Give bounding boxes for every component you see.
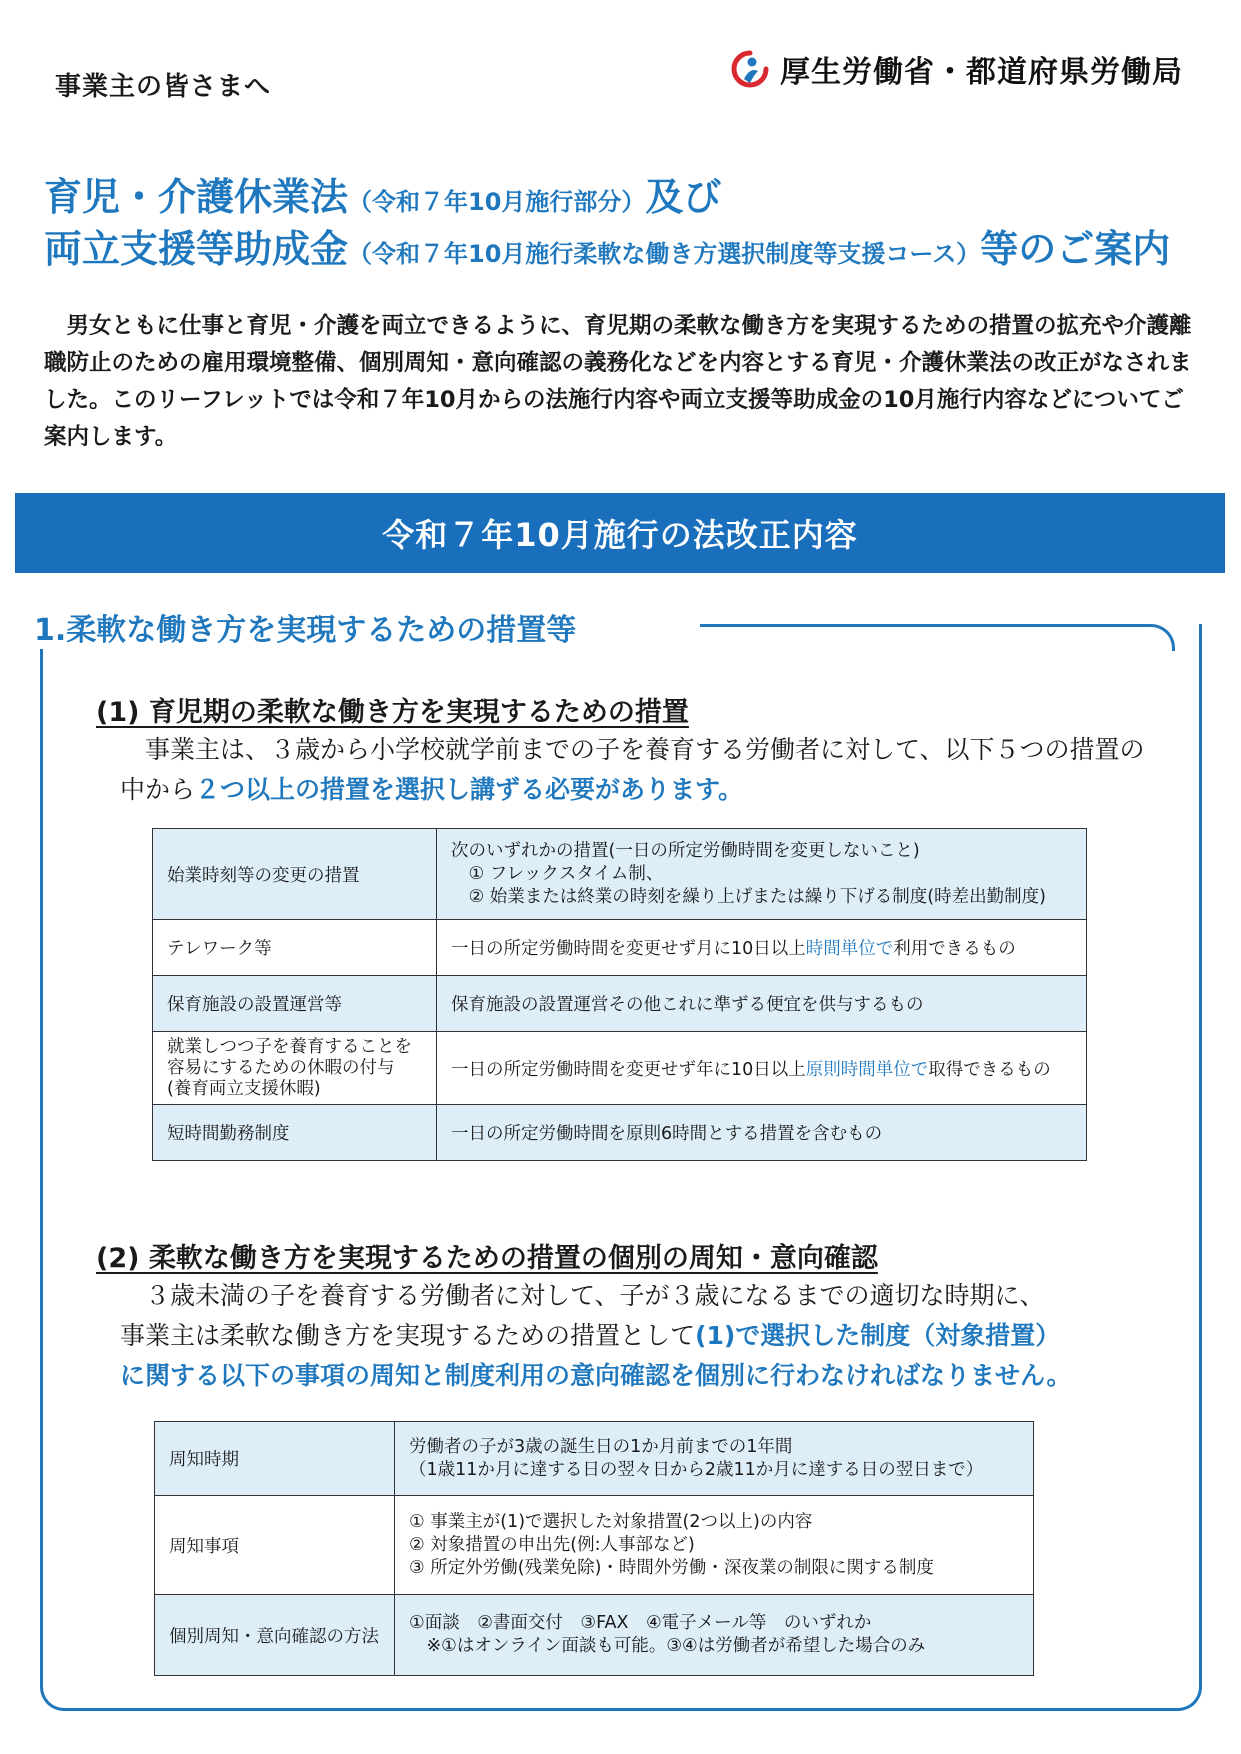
ministry-header [730,46,1183,92]
section-frame-top [700,624,1175,651]
sub2-text-line1: ３歳未満の子を養育する労働者に対して、子が３歳になるまでの適切な時期に、 [120,1281,1045,1310]
measure-label: 始業時刻等の変更の措置 [153,829,437,920]
table-row [153,920,1087,976]
sub1-text-plain: 事業主は、３歳から小学校就学前までの子を養育する労働者に対して、以下５つの措置の中から [120,735,1145,804]
table-row [153,829,1087,920]
document-title-line2 [44,218,1170,273]
table-row [153,976,1087,1032]
measure-label: 保育施設の設置運営等 [153,976,437,1032]
table-row [153,1032,1087,1105]
section1-title: 1.柔軟な働き方を実現するための措置等 [30,605,588,649]
notice-label: 個別周知・意向確認の方法 [155,1595,395,1676]
measure-label: 就業しつつ子を養育することを 容易にするための休暇の付与 (養育両立支援休暇) [153,1032,437,1105]
sub2-text-highlight: (1)で選択した制度（対象措置） [695,1321,1061,1350]
section-banner [15,493,1225,573]
notice-content: ① 事業主が(1)で選択した対象措置(2つ以上)の内容 ② 対象措置の申出先(例:人事部など) ③ 所定外労働(残業免除)・時間外労働・深夜業の制限に関する制度 [395,1496,1034,1595]
table-row [155,1595,1034,1676]
table-row [155,1422,1034,1496]
measure-content: 次のいずれかの措置(一日の所定労働時間を変更しないこと) ① フレックスタイム制、 ② 始業または終業の時刻を繰り上げまたは繰り下げる制度(時差出勤制度) [437,829,1087,920]
notice-label: 周知時期 [155,1422,395,1496]
intro-paragraph: 男女ともに仕事と育児・介護を両立できるように、育児期の柔軟な働き方を実現するための措置の拡充や介護離職防止のための雇用環境整備、個別周知・意向確認の義務化などを内容とする育児・介護休業法の改正がなされました。このリーフレットでは令和７年10月からの法施行内容や両立支援等助成金の10月施行内容などについてご案内します。 [44,313,1192,450]
title-paren-1: （令和７年10月施行部分） [348,188,646,216]
mhlw-logo-icon [730,49,770,89]
content-pre: 一日の所定労働時間を変更せず年に10日以上 [451,1059,806,1080]
sub2-text-line2 [120,1316,1180,1356]
addressee: 事業主の皆さまへ [55,72,272,102]
table-row [153,1105,1087,1161]
content-highlight: 原則時間単位で [805,1059,929,1080]
content-highlight: 時間単位で [805,939,894,959]
measure-content [437,1032,1087,1105]
notification-table [154,1421,1034,1676]
measure-content: 一日の所定労働時間を原則6時間とする措置を含むもの [437,1105,1087,1161]
measure-label: テレワーク等 [153,920,437,976]
banner-text: 令和７年10月施行の法改正内容 [382,516,858,554]
measure-content [437,920,1087,976]
measure-label: 短時間勤務制度 [153,1105,437,1161]
sub1-text [120,730,1160,810]
title-main-1: 育児・介護休業法 [44,175,349,219]
content-post: 利用できるもの [893,939,1016,959]
content-post: 取得できるもの [928,1059,1051,1080]
sub2-text [120,1276,1180,1396]
sub1-title: (1) 育児期の柔軟な働き方を実現するための措置 [96,697,689,728]
document-title-line1 [44,166,721,221]
notice-content: 労働者の子が3歳の誕生日の1か月前までの1年間 （1歳11か月に達する日の翌々日から2歳11か月に達する日の翌日まで） [395,1422,1034,1496]
content-pre: 一日の所定労働時間を変更せず月に10日以上 [451,939,806,959]
title-tail-2: 等のご案内 [980,227,1171,271]
measure-content: 保育施設の設置運営その他これに準ずる便宜を供与するもの [437,976,1087,1032]
title-main-2: 両立支援等助成金 [44,227,349,271]
title-tail-1: 及び [645,175,722,219]
ministry-name: 厚生労働省・都道府県労働局 [780,55,1183,90]
notice-label: 周知事項 [155,1496,395,1595]
sub2-title: (2) 柔軟な働き方を実現するための措置の個別の周知・意向確認 [96,1243,878,1274]
table-row [155,1496,1034,1595]
sub2-text-line3: に関する以下の事項の周知と制度利用の意向確認を個別に行わなければなりません。 [120,1361,1072,1390]
notice-content: ①面談 ②書面交付 ③FAX ④電子メール等 のいずれか ※①はオンライン面談も可能。③④は労働者が希望した場合のみ [395,1595,1034,1676]
title-paren-2: （令和７年10月施行柔軟な働き方選択制度等支援コース） [348,240,981,268]
measures-table [152,828,1087,1161]
sub2-text-plain: 事業主は柔軟な働き方を実現するための措置として [120,1321,696,1350]
sub1-text-highlight: ２つ以上の措置を選択し講ずる必要があります。 [195,775,744,804]
